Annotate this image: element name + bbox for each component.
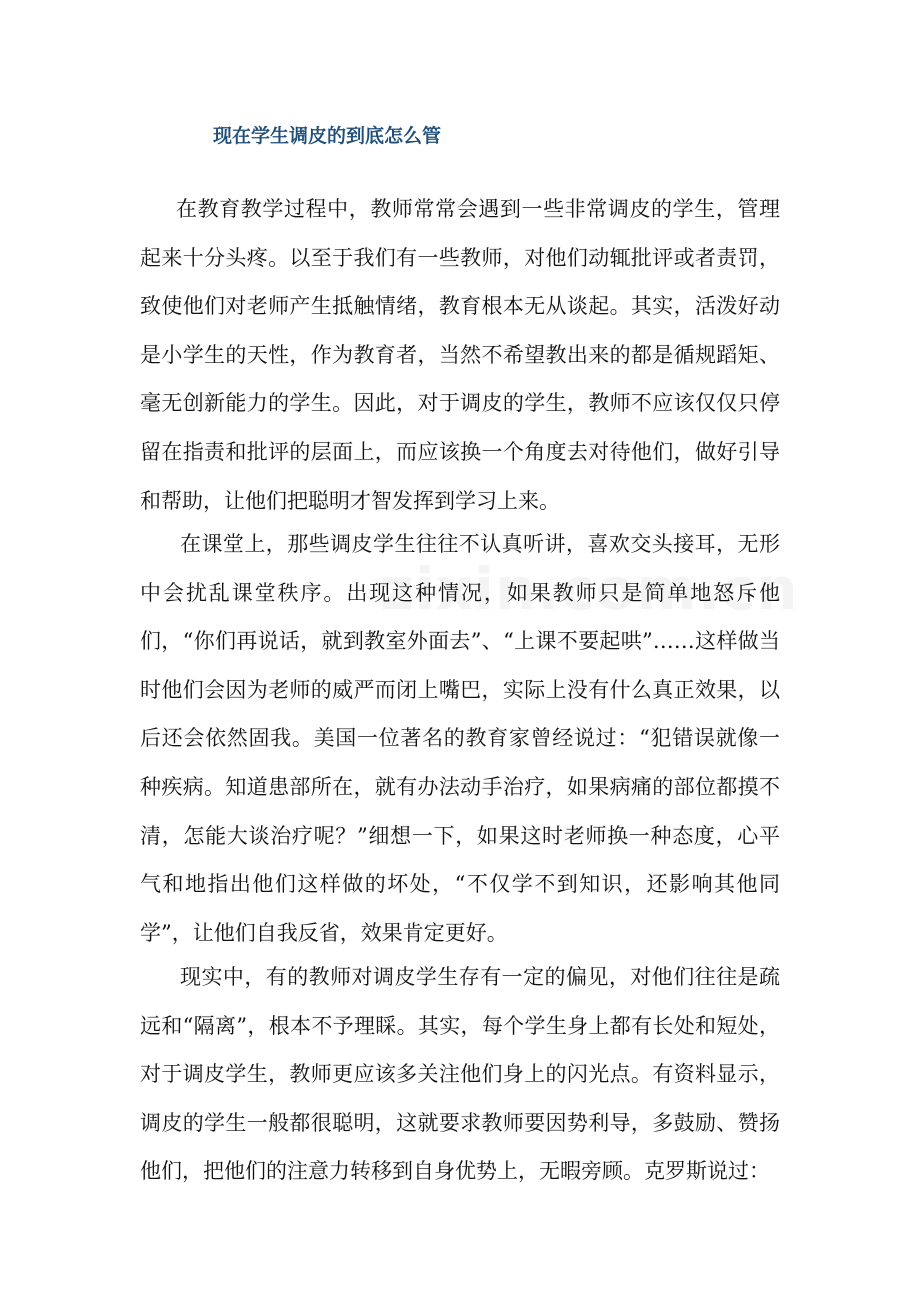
paragraph-1: 在教育教学过程中，教师常常会遇到一些非常调皮的学生，管理起来十分头疼。以至于我们有一些教师，对他们动辄批评或者责罚，致使他们对老师产生抵触情绪，教育根本无从谈起。其实，活泼好动是小学生的天性，作为教育者，当然不希望教出来的都是循规蹈矩、毫无创新能力的学生。因此，对于调皮的学生，教师不应该仅仅只停留在指责和批评的层面上，而应该换一个角度去对待他们，做好引导和帮助，让他们把聪明才智发挥到学习上来。	[140, 197, 780, 513]
paragraph-2: 在课堂上，那些调皮学生往往不认真听讲，喜欢交头接耳，无形中会扰乱课堂秩序。出现这种情况，如果教师只是简单地怒斥他们，“你们再说话，就到教室外面去”、“上课不要起哄”……这样做当时他们会因为老师的威严而闭上嘴巴，实际上没有什么真正效果，以后还会依然固我。美国一位著名的教育家曾经说过：“犯错误就像一种疾病。知道患部所在，就有办法动手治疗，如果病痛的部位都摸不清，怎能大谈治疗呢？”细想一下，如果这时老师换一种态度，心平气和地指出他们这样做的坏处，“不仅学不到知识，还影响其他同学”，让他们自我反省，效果肯定更好。	[140, 532, 780, 945]
document-title: 现在学生调皮的到底怎么管	[213, 125, 442, 147]
paragraph-3: 现实中，有的教师对调皮学生存有一定的偏见，对他们往往是疏远和“隔离”，根本不予理睬。其实，每个学生身上都有长处和短处，对于调皮学生，教师更应该多关注他们身上的闪光点。有资料显示，调皮的学生一般都很聪明，这就要求教师要因势利导，多鼓励、赞扬他们，把他们的注意力转移到自身优势上，无暇旁顾。克罗斯说过：	[140, 965, 780, 1184]
